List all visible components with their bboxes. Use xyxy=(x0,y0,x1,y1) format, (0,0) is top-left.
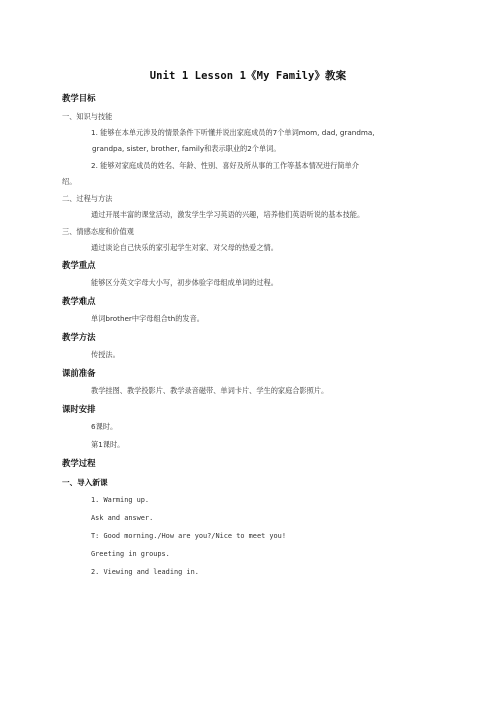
goal-1-item-2-line-a: 2. 能够对家庭成员的姓名、年龄、性别、喜好及所从事的工作等基本情况进行简单介 xyxy=(91,161,359,170)
goal-1-item-1-line-b: grandpa, sister, brother, family和表示职业的2个单词。 xyxy=(92,144,281,153)
preparation-text: 教学挂图、教学投影片、教学录音磁带、单词卡片、学生的家庭合影照片。 xyxy=(91,386,329,395)
process-line-dialogue: T: Good morning./How are you?/Nice to meet you! xyxy=(91,532,286,540)
page-title: Unit 1 Lesson 1《My Family》教案 xyxy=(149,70,347,82)
key-points-text: 能够区分英文字母大小写，初步体验字母组成单词的过程。 xyxy=(91,278,278,287)
class-hours-current: 第1课时。 xyxy=(91,440,125,449)
heading-teaching-method: 教学方法 xyxy=(62,332,96,342)
goal-1-item-2-line-b: 绍。 xyxy=(62,177,77,186)
teaching-method-text: 传授法。 xyxy=(91,350,120,359)
heading-key-points: 教学重点 xyxy=(62,260,96,270)
goal-section-3-title: 三、情感态度和价值观 xyxy=(62,227,134,236)
heading-class-hours: 课时安排 xyxy=(62,404,96,414)
difficult-points-text: 单词brother中字母组合th的发音。 xyxy=(91,314,204,323)
goal-1-item-1-line-a: 1. 能够在本单元涉及的情景条件下听懂并说出家庭成员的7个单词mom, dad, grandma, xyxy=(91,128,375,137)
goal-section-1-title: 一、知识与技能 xyxy=(62,112,113,121)
class-hours-total: 6课时。 xyxy=(91,422,118,431)
heading-preparation: 课前准备 xyxy=(62,368,96,378)
heading-teaching-goals: 教学目标 xyxy=(62,93,96,103)
process-line-greeting: Greeting in groups. xyxy=(91,550,170,558)
heading-teaching-process: 教学过程 xyxy=(62,458,96,468)
process-line-ask-answer: Ask and answer. xyxy=(91,514,154,522)
process-section-1-title: 一、导入新课 xyxy=(62,478,108,487)
goal-section-3-text: 通过谈论自己快乐的家引起学生对家、对父母的热爱之情。 xyxy=(91,243,278,252)
goal-section-2-text: 通过开展丰富的课堂活动，激发学生学习英语的兴趣，培养他们英语听说的基本技能。 xyxy=(91,210,365,219)
goal-section-2-title: 二、过程与方法 xyxy=(62,194,113,203)
process-line-viewing: 2. Viewing and leading in. xyxy=(91,568,199,576)
process-line-warming-up: 1. Warming up. xyxy=(91,496,150,504)
heading-difficult-points: 教学难点 xyxy=(62,296,96,306)
